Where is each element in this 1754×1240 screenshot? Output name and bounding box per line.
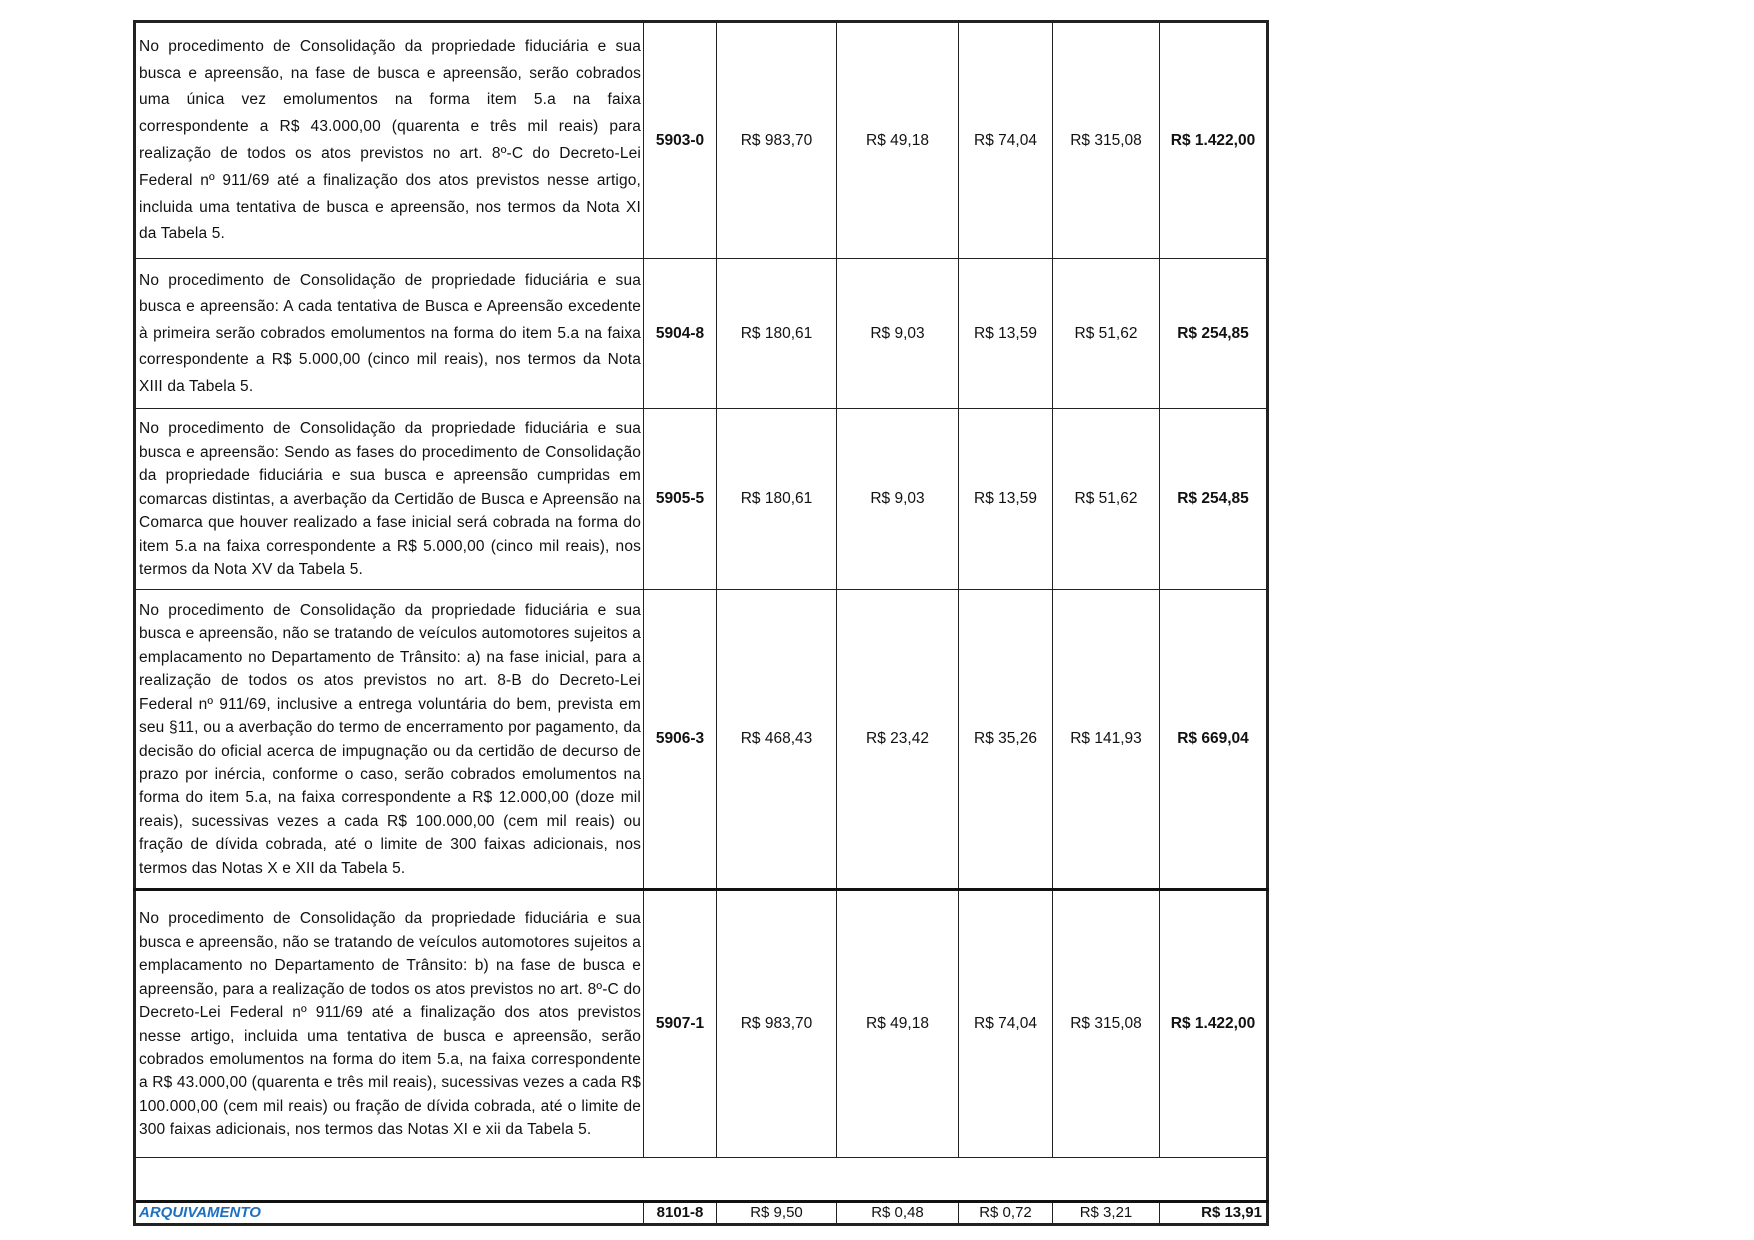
row-total: R$ 669,04 bbox=[1160, 590, 1268, 890]
table-row bbox=[135, 22, 1268, 259]
arquivamento-row bbox=[135, 1202, 1268, 1225]
row-value-1: R$ 983,70 bbox=[717, 890, 837, 1158]
arquivamento-value-2: R$ 0,48 bbox=[837, 1202, 959, 1225]
arquivamento-total: R$ 13,91 bbox=[1160, 1202, 1268, 1225]
row-code: 5903-0 bbox=[644, 22, 717, 259]
row-total: R$ 1.422,00 bbox=[1160, 890, 1268, 1158]
row-value-4: R$ 51,62 bbox=[1053, 259, 1160, 409]
row-value-4: R$ 315,08 bbox=[1053, 890, 1160, 1158]
row-value-2: R$ 9,03 bbox=[837, 259, 959, 409]
row-description: No procedimento de Consolidação da propriedade fiduciária e sua busca e apreensão, na fase de busca e apreensão, serão cobrados uma única vez emolumentos na forma item 5.a na faixa correspondente a R$ 43.000,00 (quarenta e três mil reais) para realização de todos os atos previstos no art. 8º-C do Decreto-Lei Federal nº 911/69 até a finalização dos atos previstos nesse artigo, incluida uma tentativa de busca e apreensão, nos termos da Nota XI da Tabela 5. bbox=[135, 22, 644, 259]
row-value-3: R$ 74,04 bbox=[959, 22, 1053, 259]
arquivamento-label: ARQUIVAMENTO bbox=[135, 1202, 644, 1225]
row-code: 5907-1 bbox=[644, 890, 717, 1158]
row-code: 5904-8 bbox=[644, 259, 717, 409]
empty-cell bbox=[135, 1158, 1268, 1202]
row-description: No procedimento de Consolidação da propriedade fiduciária e sua busca e apreensão, não se tratando de veículos automotores sujeitos a emplacamento no Departamento de Trânsito: b) na fase de busca e apreensão, para a realização de todos os atos previstos no art. 8º-C do Decreto-Lei Federal nº 911/69 até a finalização dos atos previstos nesse artigo, incluida uma tentativa de busca e apreensão, serão cobrados emolumentos na forma do item 5.a, na faixa correspondente a R$ 43.000,00 (quarenta e três mil reais), sucessivas vezes a cada R$ 100.000,00 (cem mil reais) ou fração de dívida cobrada, até o limite de 300 faixas adicionais, nos termos das Notas XI e xii da Tabela 5. bbox=[135, 890, 644, 1158]
row-description: No procedimento de Consolidação da propriedade fiduciária e sua busca e apreensão, não se tratando de veículos automotores sujeitos a emplacamento no Departamento de Trânsito: a) na fase inicial, para a realização de todos os atos previstos no art. 8-B do Decreto-Lei Federal nº 911/69, inclusive a entrega voluntária do bem, prevista em seu §11, ou a averbação do termo de encerramento por pagamento, da decisão do oficial acerca de impugnação ou da certidão de decurso de prazo por inércia, conforme o caso, serão cobrados emolumentos na forma do item 5.a, na faixa correspondente a R$ 12.000,00 (doze mil reais), sucessivas vezes a cada R$ 100.000,00 (cem mil reais) ou fração de dívida cobrada, até o limite de 300 faixas adicionais, nos termos das Notas X e XII da Tabela 5. bbox=[135, 590, 644, 890]
row-total: R$ 1.422,00 bbox=[1160, 22, 1268, 259]
row-value-2: R$ 49,18 bbox=[837, 890, 959, 1158]
row-code: 5906-3 bbox=[644, 590, 717, 890]
row-value-4: R$ 51,62 bbox=[1053, 409, 1160, 590]
table-row bbox=[135, 890, 1268, 1158]
row-value-4: R$ 141,93 bbox=[1053, 590, 1160, 890]
row-description: No procedimento de Consolidação de propriedade fiduciária e sua busca e apreensão: A cada tentativa de Busca e Apreensão excedente à primeira serão cobrados emolumentos na forma do item 5.a na faixa correspondente a R$ 5.000,00 (cinco mil reais), nos termos da Nota XIII da Tabela 5. bbox=[135, 259, 644, 409]
row-value-3: R$ 35,26 bbox=[959, 590, 1053, 890]
row-value-1: R$ 180,61 bbox=[717, 409, 837, 590]
row-value-3: R$ 74,04 bbox=[959, 890, 1053, 1158]
row-value-2: R$ 23,42 bbox=[837, 590, 959, 890]
fee-table bbox=[133, 20, 1269, 1226]
table-row bbox=[135, 590, 1268, 890]
row-value-2: R$ 9,03 bbox=[837, 409, 959, 590]
arquivamento-value-4: R$ 3,21 bbox=[1053, 1202, 1160, 1225]
arquivamento-value-3: R$ 0,72 bbox=[959, 1202, 1053, 1225]
row-total: R$ 254,85 bbox=[1160, 409, 1268, 590]
arquivamento-value-1: R$ 9,50 bbox=[717, 1202, 837, 1225]
spacer-row bbox=[135, 1158, 1268, 1202]
row-value-1: R$ 468,43 bbox=[717, 590, 837, 890]
table-row bbox=[135, 409, 1268, 590]
row-value-1: R$ 180,61 bbox=[717, 259, 837, 409]
row-value-3: R$ 13,59 bbox=[959, 259, 1053, 409]
arquivamento-code: 8101-8 bbox=[644, 1202, 717, 1225]
table-row bbox=[135, 259, 1268, 409]
row-value-2: R$ 49,18 bbox=[837, 22, 959, 259]
row-value-1: R$ 983,70 bbox=[717, 22, 837, 259]
row-value-4: R$ 315,08 bbox=[1053, 22, 1160, 259]
row-code: 5905-5 bbox=[644, 409, 717, 590]
row-total: R$ 254,85 bbox=[1160, 259, 1268, 409]
row-value-3: R$ 13,59 bbox=[959, 409, 1053, 590]
row-description: No procedimento de Consolidação da propriedade fiduciária e sua busca e apreensão: Sendo as fases do procedimento de Consolidação da propriedade fiduciária e sua busca e apreensão cumpridas em comarcas distintas, a averbação da Certidão de Busca e Apreensão na Comarca que houver realizado a fase inicial será cobrada na forma do item 5.a na faixa correspondente a R$ 5.000,00 (cinco mil reais), nos termos da Nota XV da Tabela 5. bbox=[135, 409, 644, 590]
